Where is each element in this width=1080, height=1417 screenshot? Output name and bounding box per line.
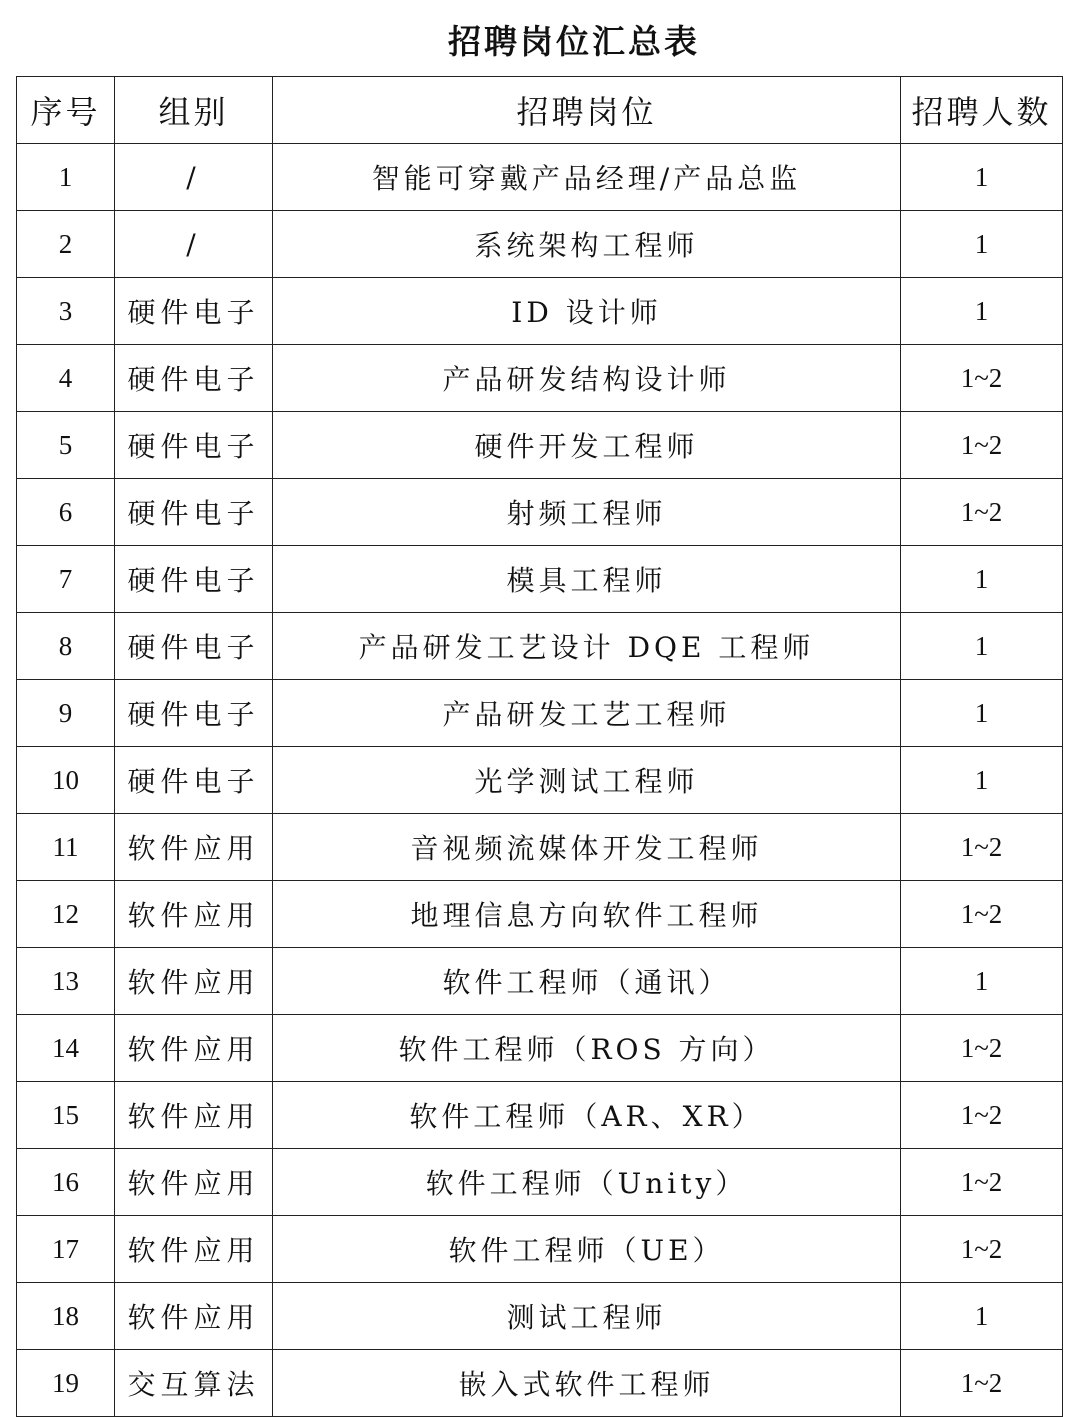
cell-group: 软件应用 [115, 948, 273, 1015]
cell-count: 1 [901, 948, 1063, 1015]
cell-count: 1 [901, 747, 1063, 814]
cell-group: 软件应用 [115, 1149, 273, 1216]
cell-position: 光学测试工程师 [273, 747, 901, 814]
recruitment-table [16, 76, 1063, 1417]
table-body [17, 144, 1063, 1417]
cell-group: 软件应用 [115, 1216, 273, 1283]
cell-group: 硬件电子 [115, 613, 273, 680]
cell-no: 5 [17, 412, 115, 479]
table-row [17, 1216, 1063, 1283]
cell-position: 嵌入式软件工程师 [273, 1350, 901, 1417]
cell-count: 1 [901, 613, 1063, 680]
cell-position: 射频工程师 [273, 479, 901, 546]
cell-position: 产品研发工艺设计 DQE 工程师 [273, 613, 901, 680]
header-position: 招聘岗位 [273, 77, 901, 144]
cell-group: 交互算法 [115, 1350, 273, 1417]
cell-group: 软件应用 [115, 1082, 273, 1149]
cell-no: 13 [17, 948, 115, 1015]
table-header-row [17, 77, 1063, 144]
cell-position: 智能可穿戴产品经理/产品总监 [273, 144, 901, 211]
table-row [17, 546, 1063, 613]
cell-count: 1~2 [901, 1149, 1063, 1216]
table-row [17, 881, 1063, 948]
cell-no: 19 [17, 1350, 115, 1417]
table-row [17, 412, 1063, 479]
cell-no: 8 [17, 613, 115, 680]
cell-group: 软件应用 [115, 1015, 273, 1082]
cell-no: 18 [17, 1283, 115, 1350]
table-row [17, 1149, 1063, 1216]
cell-group: 硬件电子 [115, 412, 273, 479]
cell-group: 硬件电子 [115, 345, 273, 412]
table-row [17, 1015, 1063, 1082]
table-row [17, 345, 1063, 412]
cell-count: 1~2 [901, 412, 1063, 479]
cell-count: 1~2 [901, 479, 1063, 546]
cell-no: 10 [17, 747, 115, 814]
cell-no: 4 [17, 345, 115, 412]
cell-no: 11 [17, 814, 115, 881]
cell-position: 音视频流媒体开发工程师 [273, 814, 901, 881]
cell-count: 1~2 [901, 814, 1063, 881]
cell-count: 1 [901, 680, 1063, 747]
table-row [17, 948, 1063, 1015]
cell-no: 14 [17, 1015, 115, 1082]
cell-group: 软件应用 [115, 1283, 273, 1350]
cell-position: 软件工程师（Unity） [273, 1149, 901, 1216]
cell-position: 硬件开发工程师 [273, 412, 901, 479]
cell-no: 17 [17, 1216, 115, 1283]
table-row [17, 1082, 1063, 1149]
header-count: 招聘人数 [901, 77, 1063, 144]
cell-count: 1 [901, 1283, 1063, 1350]
cell-count: 1 [901, 144, 1063, 211]
cell-no: 15 [17, 1082, 115, 1149]
cell-group: 软件应用 [115, 881, 273, 948]
cell-no: 16 [17, 1149, 115, 1216]
cell-group: / [115, 144, 273, 211]
cell-position: 软件工程师（通讯） [273, 948, 901, 1015]
cell-count: 1 [901, 211, 1063, 278]
cell-count: 1~2 [901, 1015, 1063, 1082]
cell-position: 软件工程师（AR、XR） [273, 1082, 901, 1149]
table-row [17, 1350, 1063, 1417]
cell-count: 1 [901, 546, 1063, 613]
page-title: 招聘岗位汇总表 [448, 22, 700, 61]
cell-count: 1~2 [901, 881, 1063, 948]
table-row [17, 211, 1063, 278]
table-row [17, 680, 1063, 747]
cell-position: 软件工程师（ROS 方向） [273, 1015, 901, 1082]
cell-position: 软件工程师（UE） [273, 1216, 901, 1283]
header-group: 组别 [115, 77, 273, 144]
cell-no: 12 [17, 881, 115, 948]
cell-group: 软件应用 [115, 814, 273, 881]
cell-position: ID 设计师 [273, 278, 901, 345]
cell-group: 硬件电子 [115, 747, 273, 814]
header-no: 序号 [17, 77, 115, 144]
cell-group: 硬件电子 [115, 278, 273, 345]
table-row [17, 144, 1063, 211]
table-row [17, 814, 1063, 881]
cell-group: 硬件电子 [115, 680, 273, 747]
cell-position: 地理信息方向软件工程师 [273, 881, 901, 948]
cell-no: 2 [17, 211, 115, 278]
cell-count: 1 [901, 278, 1063, 345]
cell-no: 1 [17, 144, 115, 211]
cell-no: 3 [17, 278, 115, 345]
table-row [17, 613, 1063, 680]
table-row [17, 479, 1063, 546]
cell-count: 1~2 [901, 1350, 1063, 1417]
cell-group: 硬件电子 [115, 479, 273, 546]
table-row [17, 1283, 1063, 1350]
cell-position: 模具工程师 [273, 546, 901, 613]
table-row [17, 278, 1063, 345]
cell-position: 产品研发工艺工程师 [273, 680, 901, 747]
cell-group: 硬件电子 [115, 546, 273, 613]
cell-count: 1~2 [901, 1082, 1063, 1149]
cell-no: 6 [17, 479, 115, 546]
cell-no: 9 [17, 680, 115, 747]
cell-count: 1~2 [901, 345, 1063, 412]
table-row [17, 747, 1063, 814]
cell-group: / [115, 211, 273, 278]
cell-count: 1~2 [901, 1216, 1063, 1283]
cell-position: 测试工程师 [273, 1283, 901, 1350]
cell-position: 系统架构工程师 [273, 211, 901, 278]
cell-position: 产品研发结构设计师 [273, 345, 901, 412]
cell-no: 7 [17, 546, 115, 613]
